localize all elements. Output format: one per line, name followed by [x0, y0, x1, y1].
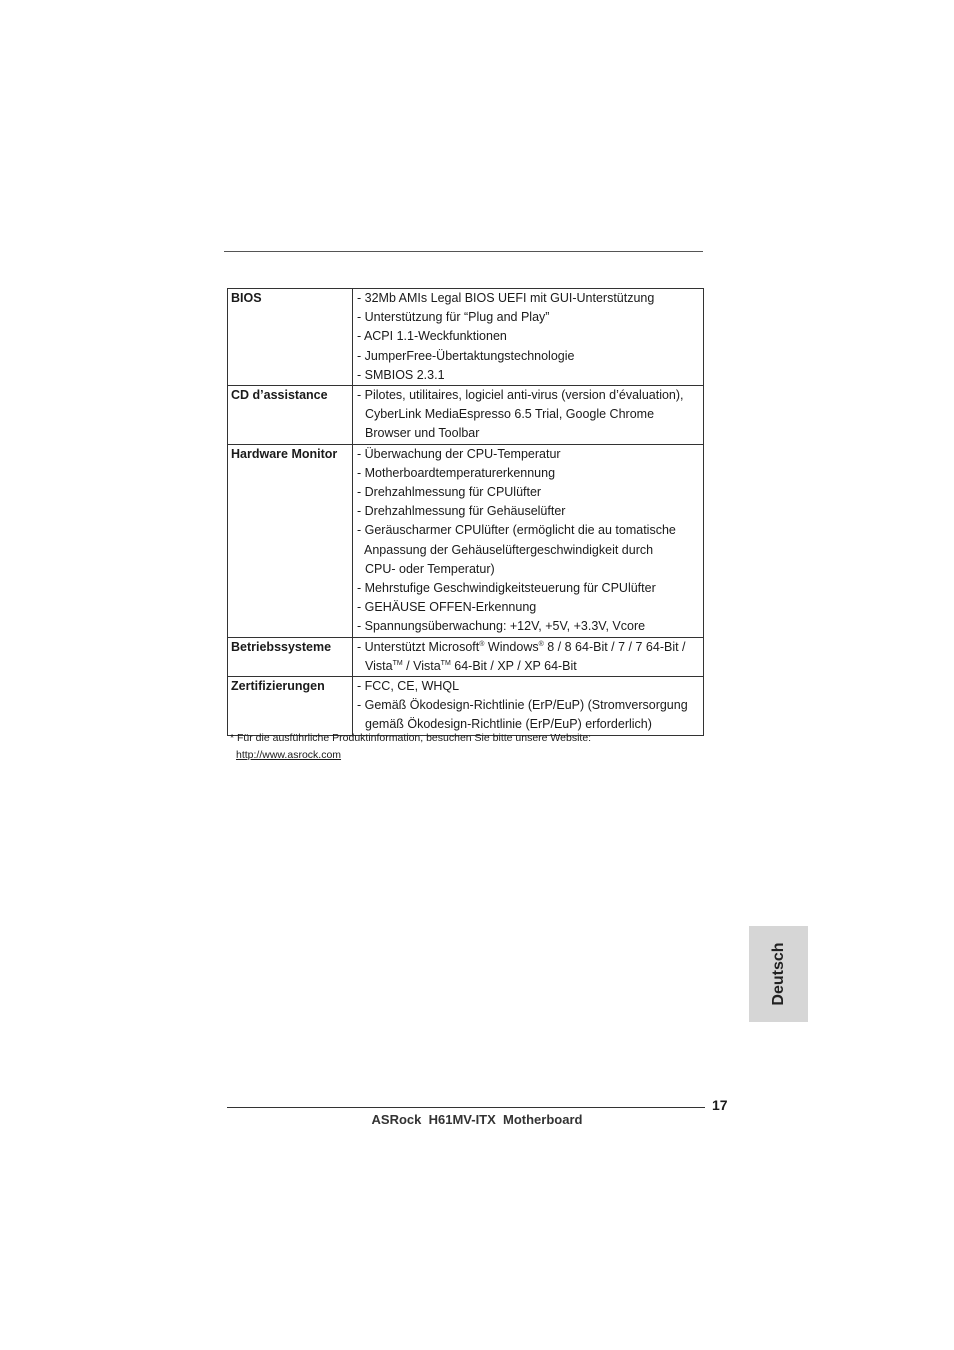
value-line: - Unterstützung für “Plug and Play” — [357, 310, 550, 325]
website-link[interactable]: http://www.asrock.com — [236, 749, 342, 761]
value-line: Browser und Toolbar — [365, 426, 480, 441]
value-line: - Geräuscharmer CPUlüfter (ermöglicht die au tomatische — [357, 523, 676, 538]
value-line: Anpassung der Gehäuselüftergeschwindigkeit durch — [364, 542, 654, 557]
row-label: BIOS — [228, 289, 353, 386]
value-line: CPU- oder Temperatur) — [365, 561, 495, 576]
spec-row-support-cd — [228, 386, 704, 445]
value-line — [357, 657, 701, 676]
row-label: CD d’assistance — [228, 386, 353, 445]
language-tab — [749, 926, 808, 1022]
value-line: - Drehzahlmessung für Gehäuselüfter — [357, 504, 566, 519]
row-value — [353, 289, 704, 386]
registered-mark: ® — [479, 640, 485, 648]
os-text: Windows — [484, 639, 539, 654]
language-tab-label: Deutsch — [769, 942, 787, 1006]
value-line: gemäß Ökodesign-Richtlinie (ErP/EuP) erforderlich) — [365, 717, 652, 732]
page-number: 17 — [712, 1097, 728, 1113]
value-line: - Drehzahlmessung für CPUlüfter — [357, 485, 542, 500]
footnote-text: * Für die ausführliche Produktinformation, besuchen Sie bitte unsere Website: — [230, 732, 592, 744]
os-text: - Unterstützt Microsoft — [357, 639, 480, 654]
os-text: 64-Bit / XP / XP 64-Bit — [450, 658, 577, 673]
value-line: - Gemäß Ökodesign-Richtlinie (ErP/EuP) (Stromversorgung — [357, 698, 688, 713]
value-line: - Mehrstufige Geschwindigkeitsteuerung für CPUlüfter — [357, 581, 656, 596]
value-line: - JumperFree-Übertaktungstechnologie — [357, 348, 575, 363]
trademark-mark: TM — [392, 659, 403, 667]
trademark-mark: TM — [440, 659, 451, 667]
footnote — [230, 730, 591, 764]
row-value — [353, 386, 704, 445]
spec-row-hardware-monitor — [228, 444, 704, 637]
value-line: - Überwachung der CPU-Temperatur — [357, 446, 561, 461]
os-text: 8 / 8 64-Bit / 7 / 7 64-Bit / — [543, 639, 686, 654]
value-line: - Spannungsüberwachung: +12V, +5V, +3.3V, Vcore — [357, 619, 646, 634]
spec-row-bios — [228, 289, 704, 386]
row-value — [353, 677, 704, 736]
registered-mark: ® — [538, 640, 544, 648]
value-line: - ACPI 1.1-Weckfunktionen — [357, 329, 507, 344]
value-line: - GEHÄUSE OFFEN-Erkennung — [357, 600, 537, 615]
value-line: - FCC, CE, WHQL — [357, 679, 460, 694]
row-label: Zertifizierungen — [228, 677, 353, 736]
spec-table — [227, 288, 704, 736]
spec-row-certifications — [228, 677, 704, 736]
value-line: - SMBIOS 2.3.1 — [357, 367, 445, 382]
value-line: - 32Mb AMIs Legal BIOS UEFI mit GUI-Unterstützung — [357, 291, 655, 305]
os-text: / Vista — [402, 658, 441, 673]
row-value — [353, 444, 704, 637]
header-rule — [224, 251, 703, 252]
footer-title — [0, 1112, 954, 1127]
os-text: Vista — [365, 658, 393, 673]
value-line: CyberLink MediaEspresso 6.5 Trial, Google Chrome — [365, 407, 655, 422]
row-label: Betriebssysteme — [228, 637, 353, 676]
value-line: - Pilotes, utilitaires, logiciel anti-virus (version d’évaluation), — [357, 388, 684, 403]
spec-row-os — [228, 637, 704, 676]
footer-title-text: ASRock H61MV-ITX Motherboard — [371, 1112, 583, 1127]
value-line — [357, 638, 701, 657]
value-line: - Motherboardtemperaturerkennung — [357, 465, 556, 480]
footer-rule — [227, 1107, 705, 1108]
row-label: Hardware Monitor — [228, 444, 353, 637]
row-value — [353, 637, 704, 676]
